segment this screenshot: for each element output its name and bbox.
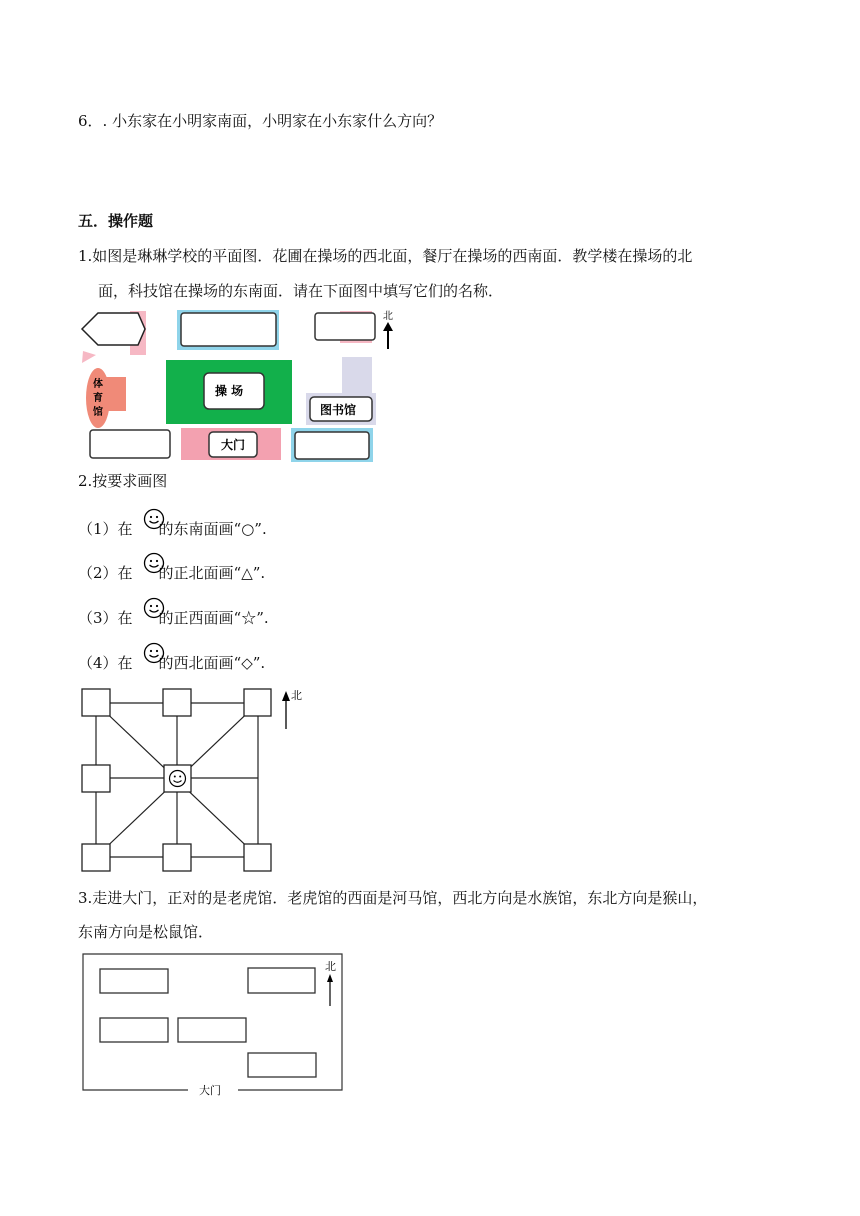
zoo-map bbox=[78, 950, 348, 1100]
problem-1-text-line2: 面，科技馆在操场的东南面．请在下面图中填写它们的名称． bbox=[98, 282, 504, 300]
gym-label-2: 育 bbox=[93, 393, 103, 404]
bottom-left-box[interactable] bbox=[90, 430, 170, 458]
grid-north-label: 北 bbox=[291, 689, 302, 702]
smiley-icon bbox=[143, 552, 165, 574]
item-text: 的东南面画“○”. bbox=[158, 520, 267, 538]
problem-2-item-1 bbox=[78, 518, 267, 540]
grid-box-sw[interactable] bbox=[82, 844, 110, 871]
north-label: 北 bbox=[383, 311, 393, 322]
flowerbed-box[interactable] bbox=[82, 313, 145, 345]
item-text: 的正北面画“△”. bbox=[158, 564, 266, 582]
problem-2-item-2 bbox=[78, 562, 265, 584]
direction-grid-diagram bbox=[78, 685, 308, 880]
library-label: 图书馆 bbox=[320, 403, 357, 417]
problem-2-item-4 bbox=[78, 652, 265, 674]
north-arrow-icon bbox=[383, 322, 393, 331]
zoo-north-label: 北 bbox=[325, 960, 336, 973]
smiley-icon bbox=[143, 642, 165, 664]
north-arrow-icon bbox=[327, 974, 333, 982]
zoo-box-hippo[interactable] bbox=[100, 1018, 168, 1042]
item-prefix: （4）在 bbox=[78, 654, 133, 672]
item-prefix: （1）在 bbox=[78, 520, 133, 538]
question-6: 6．. 小东家在小明家南面，小明家在小东家什么方向？ bbox=[78, 112, 443, 130]
section-heading: 五．操作题 bbox=[78, 212, 154, 230]
grid-box-center bbox=[164, 765, 191, 792]
school-plan-map bbox=[78, 305, 398, 465]
gym-label-3: 馆 bbox=[93, 407, 103, 418]
playground-label: 操 场 bbox=[215, 384, 244, 398]
top-right-box[interactable] bbox=[315, 313, 375, 340]
zoo-box-squirrel[interactable] bbox=[248, 1053, 316, 1077]
item-text: 的正西面画“☆”. bbox=[158, 609, 269, 627]
item-prefix: （2）在 bbox=[78, 564, 133, 582]
problem-2-title: 2.按要求画图 bbox=[78, 472, 168, 490]
gym-label-1: 体 bbox=[93, 379, 103, 390]
zoo-box-aquarium[interactable] bbox=[100, 969, 168, 993]
item-prefix: （3）在 bbox=[78, 609, 133, 627]
smiley-icon bbox=[143, 508, 165, 530]
item-text: 的西北面画“◇”. bbox=[158, 654, 266, 672]
north-arrow-icon bbox=[282, 691, 290, 701]
grid-box-se[interactable] bbox=[244, 844, 271, 871]
zoo-box-monkey-hill[interactable] bbox=[248, 968, 315, 993]
teaching-building-box[interactable] bbox=[181, 313, 276, 346]
bottom-right-box[interactable] bbox=[295, 432, 369, 459]
problem-2-item-3 bbox=[78, 607, 269, 629]
problem-3-text-line2: 东南方向是松鼠馆． bbox=[78, 923, 214, 941]
zoo-gate-label: 大门 bbox=[199, 1084, 221, 1097]
smiley-icon bbox=[143, 597, 165, 619]
grid-box-s[interactable] bbox=[163, 844, 191, 871]
problem-1-text-line1: 1.如图是琳琳学校的平面图．花圃在操场的西北面，餐厅在操场的西南面．教学楼在操场的北 bbox=[78, 247, 693, 265]
grid-box-w[interactable] bbox=[82, 765, 110, 792]
zoo-box-tiger[interactable] bbox=[178, 1018, 246, 1042]
problem-3-text-line1: 3.走进大门，正对的是老虎馆．老虎馆的西面是河马馆，西北方向是水族馆，东北方向是猴山， bbox=[78, 889, 708, 907]
grid-box-n[interactable] bbox=[163, 689, 191, 716]
grid-box-ne[interactable] bbox=[244, 689, 271, 716]
gate-label: 大门 bbox=[221, 438, 246, 452]
grid-box-nw[interactable] bbox=[82, 689, 110, 716]
